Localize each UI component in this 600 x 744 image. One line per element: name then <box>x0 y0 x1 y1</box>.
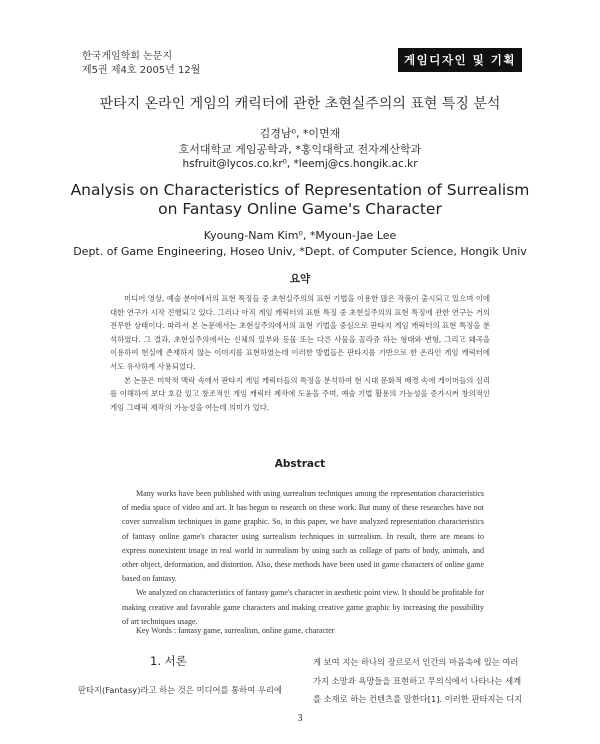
title-english-line1: Analysis on Characteristics of Representation of Surrealism <box>70 181 530 199</box>
journal-issue: 제5권 제4호 2005년 12월 <box>82 65 201 76</box>
introduction-heading: 1. 서론 <box>150 654 187 668</box>
title-korean: 판타지 온라인 게임의 캐릭터에 관한 초현실주의의 표현 특징 분석 <box>99 96 501 112</box>
journal-name: 한국게임학회 논문지 <box>82 51 173 62</box>
title-english-line2: on Fantasy Online Game's Character <box>158 200 442 218</box>
author-emails: hsfruit@lycos.co.kr⁰, *leemj@cs.hongik.ac.kr <box>182 158 418 170</box>
journal-info <box>82 50 200 78</box>
summary-heading: 요약 <box>289 273 311 285</box>
abstract-heading: Abstract <box>274 458 326 470</box>
summary-paragraph-2: 본 논문은 미학적 맥락 속에서 판타지 게임 캐릭터들의 특징을 분석하여 현 시대 문화적 배경 속에 게이머들의 심리를 이해하여 보다 호감 있고 창조적인 게임 캐릭터 제작에 도움을 주며, 예술 기법 활용의 가능성을 증가시켜 창의적인 게임 그래픽 제작의 가능성을 여는데 의미가 있다. <box>110 375 491 412</box>
affiliations-english: Dept. of Game Engineering, Hoseo Univ, *Dept. of Computer Science, Hongik Univ <box>73 245 527 258</box>
summary-paragraph-1: 미디어 영상, 예술 분야에서의 표현 특징들 중 초현실주의의 표현 기법을 이용한 많은 작품이 출시되고 있으며 이에 대한 연구가 시작 진행되고 있다. 그러나 아직 게임 캐릭터의 표현 특징 중 초현실주의의 표현 특징에 관한 연구는 거의 전무한 상태이다. 따라서 본 논문에서는 초현실주의에서의 표현 기법을 중심으로 판타지 게임 캐릭터의 표현 특징을 분석하였다. 그 결과, 초현실주의에서는 신체의 일부와 동물 또는 다른 사물을 꼴라쥬 하는 형태와 변형, 그리고 왜곡을 이용하여 현실에 존재하지 않는 이미지를 표현하였는데 이러한 방법들은 판타지를 기반으로 한 온라인 게임 캐릭터에서도 유사하게 사용되었다. <box>110 294 491 371</box>
abstract-english <box>122 487 484 629</box>
summary-korean <box>110 292 490 414</box>
body-right-line-1: 게 보여 지는 하나의 장르로서 인간의 마음속에 있는 여러 <box>313 657 519 667</box>
body-right-line-2: 가지 소망과 욕망들을 표현하고 무의식에서 나타나는 세계 <box>313 675 522 686</box>
authors-english: Kyoung-Nam Kim⁰, *Myoun-Jae Lee <box>203 229 397 242</box>
abstract-paragraph-2: We analyzed on characteristics of fantasy game's character in aesthetic point view. It should be profitable for making creative and favorable game characters and making creative game graphic by increasing the possibility of art techniques usage. <box>122 588 484 626</box>
body-right-column <box>313 653 525 709</box>
body-left-column: 판타지(Fantasy)라고 하는 것은 미디어를 통하여 우리에 <box>78 685 282 695</box>
keywords: Key Words : fantasy game, surrealism, online game, character <box>136 626 335 635</box>
affiliations-korean: 호서대학교 게임공학과, *홍익대학교 전자계산학과 <box>178 143 422 156</box>
section-badge: 게임디자인 및 기획 <box>398 48 522 72</box>
abstract-paragraph-1: Many works have been published with using surrealism techniques among the representation characteristics of media space of video and art. It has begun to research on these work. But many of these researches have not cover surrealism techniques in game graphic. So, in this paper, we have analyzed representation characteristics of fantasy online game's character using surrealism techniques in surrealism. In result, there are means to express nonexistent image in real world in surrealism by using such as collage of parts of body, animals, and other object, deformation, and distortion. Also, these methods have been used in game characters of online game based on fantasy. <box>122 489 484 584</box>
title-english <box>0 181 600 219</box>
authors-korean: 김경남⁰, *이면재 <box>259 127 341 140</box>
page-number: 3 <box>297 713 303 724</box>
body-right-line-3: 를 소재로 하는 컨텐츠를 말한다[1]. 이러한 판타지는 디지 <box>313 694 523 704</box>
